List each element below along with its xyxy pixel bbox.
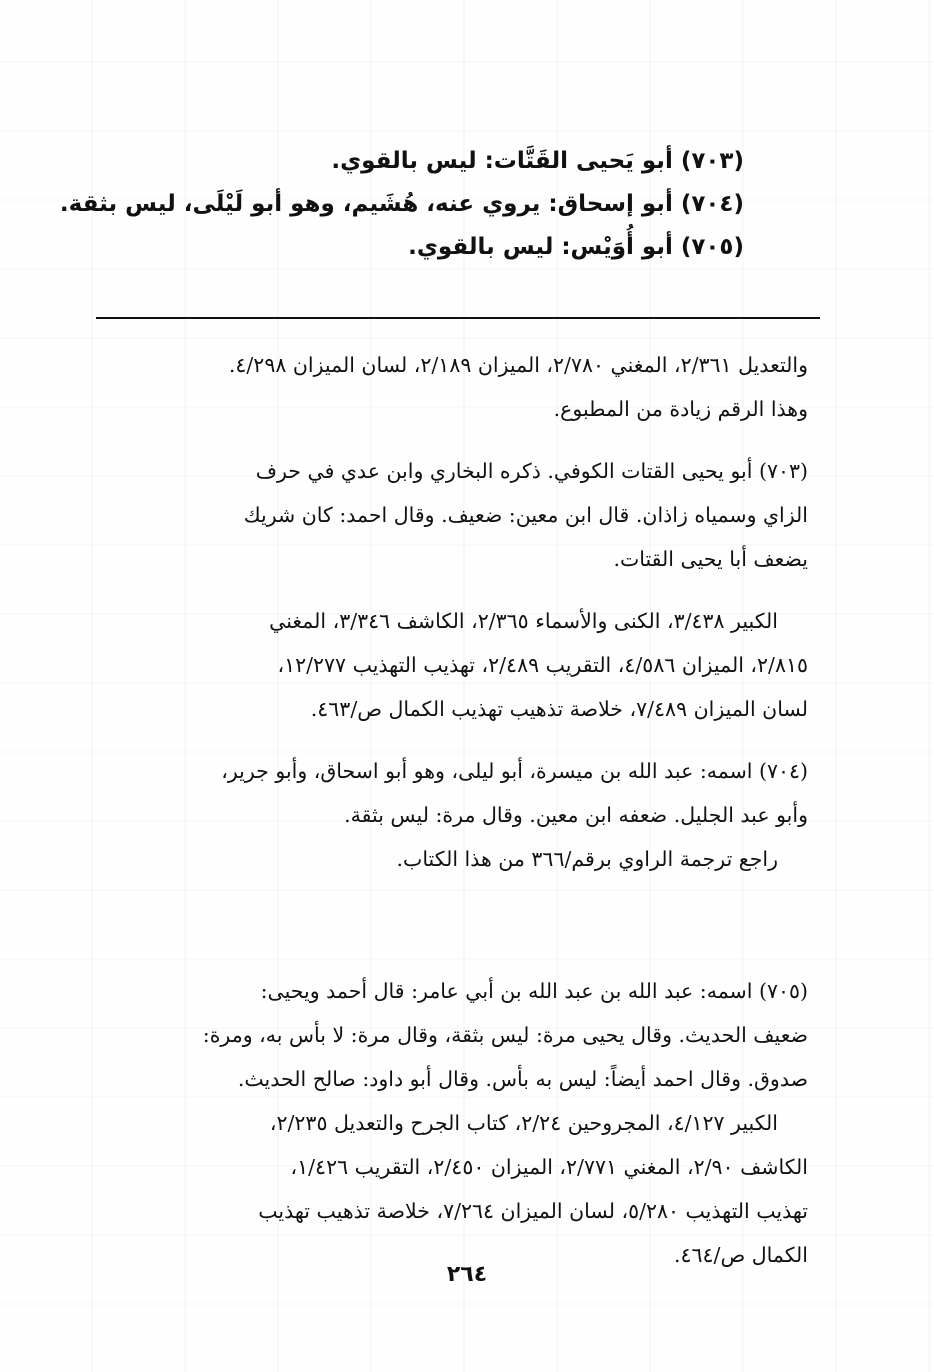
footnote-line: (٧٠٥) اسمه: عبد الله بن عبد الله بن أبي عامر: قال أحمد ويحيى: bbox=[260, 979, 808, 1003]
main-entries bbox=[59, 140, 744, 269]
footnotes bbox=[96, 343, 808, 1277]
entry-704: (٧٠٤) أبو إسحاق: يروي عنه، هُشَيم، وهو أبو لَيْلَى، ليس بثقة. bbox=[59, 191, 744, 217]
footnote-703 bbox=[96, 449, 808, 581]
entry-703: (٧٠٣) أبو يَحيى القَتَّات: ليس بالقوي. bbox=[331, 148, 744, 174]
footnote-line: الكبير ٤/١٢٧، المجروحين ٢/٢٤، كتاب الجرح والتعديل ٢/٢٣٥، bbox=[269, 1111, 778, 1135]
footnote-705 bbox=[96, 969, 808, 1101]
footnote-line: الزاي وسمياه زاذان. قال ابن معين: ضعيف. وقال احمد: كان شريك bbox=[243, 503, 808, 527]
footnote-line: الكاشف ٢/٩٠، المغني ٢/٧٧١، الميزان ٢/٤٥٠، التقريب ١/٤٢٦، bbox=[290, 1155, 808, 1179]
footnote-704 bbox=[96, 749, 808, 881]
footnote-line: (٧٠٤) اسمه: عبد الله بن ميسرة، أبو ليلى، وهو أبو اسحاق، وأبو جرير، bbox=[221, 759, 808, 783]
footnote-line: وهذا الرقم زيادة من المطبوع. bbox=[553, 397, 808, 421]
page-number: ٢٦٤ bbox=[446, 1262, 488, 1287]
footnote-line: ضعيف الحديث. وقال يحيى مرة: ليس بثقة، وقال مرة: لا بأس به، ومرة: bbox=[202, 1023, 808, 1047]
footnote-divider bbox=[96, 317, 820, 319]
footnote-line: صدوق. وقال احمد أيضاً: ليس به بأس. وقال أبو داود: صالح الحديث. bbox=[237, 1067, 808, 1091]
footnote-line: وأبو عبد الجليل. ضعفه ابن معين. وقال مرة: ليس بثقة. bbox=[344, 803, 808, 827]
footnote-line: ٢/٨١٥، الميزان ٤/٥٨٦، التقريب ٢/٤٨٩، تهذيب التهذيب ١٢/٢٧٧، bbox=[277, 653, 808, 677]
footnote-continuation bbox=[96, 343, 808, 431]
footnote-705-references bbox=[96, 1101, 808, 1277]
footnote-line: والتعديل ٢/٣٦١، المغني ٢/٧٨٠، الميزان ٢/١٨٩، لسان الميزان ٤/٢٩٨. bbox=[228, 353, 808, 377]
footnote-line: راجع ترجمة الراوي برقم/٣٦٦ من هذا الكتاب. bbox=[396, 847, 778, 871]
footnote-line: لسان الميزان ٧/٤٨٩، خلاصة تذهيب تهذيب الكمال ص/٤٦٣. bbox=[310, 697, 808, 721]
footnote-703-references bbox=[96, 599, 808, 731]
footnote-line: (٧٠٣) أبو يحيى القتات الكوفي. ذكره البخاري وابن عدي في حرف bbox=[255, 459, 808, 483]
entry-705: (٧٠٥) أبو أُوَيْس: ليس بالقوي. bbox=[408, 234, 744, 260]
footnote-line: يضعف أبا يحيى القتات. bbox=[613, 547, 808, 571]
footnote-line: تهذيب التهذيب ٥/٢٨٠، لسان الميزان ٧/٢٦٤، خلاصة تذهيب تهذيب bbox=[258, 1199, 808, 1223]
footnote-line: الكمال ص/٤٦٤. bbox=[673, 1243, 808, 1267]
footnote-line: الكبير ٣/٤٣٨، الكنى والأسماء ٢/٣٦٥، الكاشف ٣/٣٤٦، المغني bbox=[269, 609, 778, 633]
